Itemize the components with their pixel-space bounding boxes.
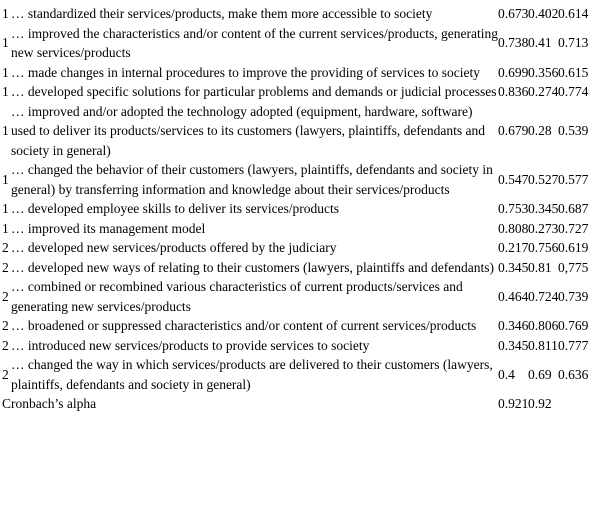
table-row	[2, 258, 600, 278]
loading-value-1: 0.753	[498, 201, 529, 216]
table-row	[2, 219, 600, 239]
factor-number: 1	[2, 84, 9, 99]
item-description: … standardized their services/products, make them more accessible to society	[11, 6, 433, 21]
loading-value-2: 0.756	[528, 240, 559, 255]
loading-value-3: 0.777	[558, 337, 589, 353]
loading-value-3: 0.614	[558, 6, 589, 21]
factor-number: 1	[2, 6, 9, 21]
loading-value-2: 0.811	[528, 337, 558, 353]
table-row	[2, 316, 600, 336]
item-description: … broadened or suppressed characteristics and/or content of current services/products	[11, 318, 477, 333]
table-footer-row	[2, 394, 600, 414]
table-row	[2, 82, 600, 102]
loading-value-1: 0.345	[498, 337, 529, 353]
loading-value-3: 0.615	[558, 64, 589, 80]
loading-value-1: 0.345	[498, 259, 529, 275]
loading-value-3: 0.577	[558, 171, 589, 187]
table-row	[2, 238, 600, 258]
loading-value-3: 0.713	[558, 35, 589, 51]
table-row	[2, 102, 600, 161]
loading-value-2: 0.69	[528, 366, 552, 382]
item-description: … improved the characteristics and/or content of the current services/products, generating new services/products	[11, 25, 498, 60]
loading-value-2: 0.81	[528, 259, 552, 275]
loading-value-2: 0.345	[528, 201, 559, 216]
item-description: … developed new ways of relating to their customers (lawyers, plaintiffs and defendants)	[11, 259, 494, 275]
item-description: … improved and/or adopted the technology adopted (equipment, hardware, software) used to deliver its products/services to its customers (lawyers, plaintiffs, defendants and society in general)	[11, 103, 486, 158]
loading-value-1: 0.464	[498, 288, 529, 304]
loading-value-1: 0.699	[498, 64, 529, 80]
cronbach-alpha-label: Cronbach’s alpha	[2, 396, 97, 411]
loading-value-2: 0.356	[528, 64, 559, 80]
loading-value-3: 0.636	[558, 366, 589, 382]
factor-number: 1	[2, 220, 9, 236]
item-description: … developed employee skills to deliver its services/products	[11, 201, 340, 216]
table-row	[2, 199, 600, 219]
factor-number: 1	[2, 35, 9, 51]
table-body	[2, 4, 600, 414]
item-description: … combined or recombined various characteristics of current products/services and generating new services/products	[11, 279, 463, 314]
table-row	[2, 63, 600, 83]
factor-number: 2	[2, 337, 9, 353]
loading-value-2: 0.724	[528, 288, 559, 304]
item-description: … improved its management model	[11, 220, 206, 236]
cronbach-alpha-value-3	[558, 394, 600, 414]
loading-value-2: 0.28	[528, 123, 552, 138]
table-row	[2, 336, 600, 356]
factor-number: 2	[2, 366, 9, 382]
table-row	[2, 277, 600, 316]
loading-value-2: 0.527	[528, 171, 559, 187]
loading-value-2: 0.273	[528, 220, 559, 236]
cronbach-alpha-value-1: 0.921	[498, 396, 529, 411]
factor-loadings-table	[2, 4, 600, 414]
factor-number: 2	[2, 259, 9, 275]
factor-number: 2	[2, 318, 9, 333]
factor-number: 1	[2, 201, 9, 216]
item-description: … developed specific solutions for particular problems and demands or judicial processes	[11, 84, 497, 99]
loading-value-3: 0.774	[558, 84, 589, 99]
loading-value-3: 0.727	[558, 220, 589, 236]
loading-value-2: 0.274	[528, 84, 559, 99]
factor-number: 2	[2, 240, 9, 255]
table-row	[2, 355, 600, 394]
table-row	[2, 160, 600, 199]
loading-value-1: 0.547	[498, 171, 529, 187]
item-description: … changed the behavior of their customers (lawyers, plaintiffs, defendants and society in general) by transferring information and knowledge about their services/products	[11, 162, 493, 197]
loading-value-1: 0.673	[498, 6, 529, 21]
loading-value-1: 0.217	[498, 240, 529, 255]
loading-value-1: 0.679	[498, 123, 529, 138]
table-row	[2, 4, 600, 24]
loading-value-3: 0.619	[558, 240, 589, 255]
factor-number: 1	[2, 123, 9, 138]
factor-number: 1	[2, 64, 9, 80]
factor-number: 1	[2, 171, 9, 187]
item-description: … developed new services/products offered by the judiciary	[11, 240, 337, 255]
loading-value-3: 0.539	[558, 123, 589, 138]
loading-value-2: 0.806	[528, 318, 559, 333]
factor-number: 2	[2, 288, 9, 304]
item-description: … introduced new services/products to provide services to society	[11, 337, 370, 353]
loading-value-2: 0.402	[528, 6, 559, 21]
loading-value-2: 0.41	[528, 35, 552, 51]
table-row	[2, 24, 600, 63]
cronbach-alpha-value-2: 0.92	[528, 396, 552, 411]
loading-value-1: 0.808	[498, 220, 529, 236]
loading-value-1: 0.738	[498, 35, 529, 51]
loading-value-3: 0.687	[558, 201, 589, 216]
item-description: … changed the way in which services/products are delivered to their customers (lawyers, plaintiffs, defendants and society in general)	[11, 357, 493, 392]
loading-value-1: 0.346	[498, 318, 529, 333]
loading-value-1: 0.4	[498, 366, 515, 382]
loading-value-1: 0.836	[498, 84, 529, 99]
loading-value-3: 0.739	[558, 288, 589, 304]
item-description: … made changes in internal procedures to improve the providing of services to society	[11, 64, 480, 80]
loading-value-3: 0,775	[558, 259, 589, 275]
loading-value-3: 0.769	[558, 318, 589, 333]
